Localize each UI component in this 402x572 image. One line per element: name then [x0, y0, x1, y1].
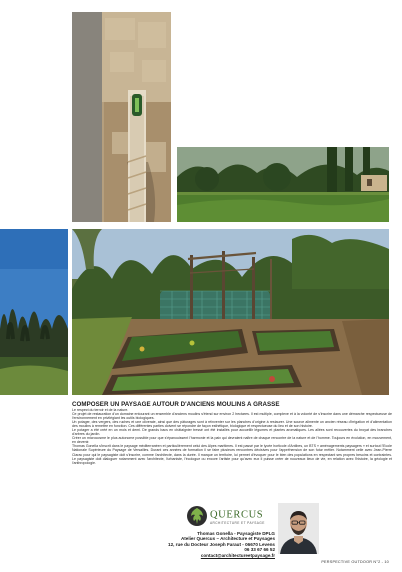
signature-phone: 06 33 67 66 52: [244, 547, 275, 553]
signature-name: Thomas Gonella - Paysagiste DPLG: [197, 531, 275, 536]
article-paragraph: Le potager a été créé en un mois et demi. De grands bacs en châtaignier tressé ont été installés pour accueillir légumes et plantes aromatiques. Les allées sont recouvertes du broyat des branches d'arbres du jardin.: [72, 428, 392, 437]
signature-company: Atelier Quercus – Architecture et Paysages: [180, 536, 275, 542]
photo-vegetable-garden: [72, 229, 389, 395]
article-paragraph: Thomas Gonella s'inscrit dans le paysage méditerranéen et particulièrement celui des Alpes maritimes. Il est passé par le lycée horticole d'Antibes, un BTS « aménagements paysagers » et surtout l'Ecole Nationale Supérieure du Paysage de Versailles. Durant ces années de formation il se faire plusieurs rencontres décisives pour l'appréhension de son futur métier. Notamment celle avec Jean-Pierre Clarac pour qui le paysagiste doit s'inscrire, comme l'architecte, dans la durée. Il marque un territoire, lui permet d'évoquer pour le bien des populations en respectant ses propres besoins et contraintes. Le paysagiste doit dialoguer notamment avec l'architecte, l'urbaniste, l'écologue ou encore l'artiste pour qu'avec eux il puisse créer de nouveaux lieux de vie, en relation avec l'histoire, la géologie et l'anthropologie.: [72, 444, 392, 465]
quercus-logo: [186, 505, 274, 527]
photo-cypress-trees: [0, 229, 68, 395]
article-body: [72, 408, 392, 465]
photo-garden-lawn: [177, 147, 389, 222]
article: [72, 401, 392, 465]
signature-address: 12, rue du Docteur Joseph Faraut - 06670 Levens: [168, 541, 275, 547]
page-folio: PERSPECTIVE OUTDOOR N°2 - 10: [321, 560, 389, 564]
article-paragraph: Ce projet de restauration d'un domaine entourant un ensemble d'anciens moulins s'étend sur environ 2 hectares. Il est multiple, complexe et à la volonté de s'inscrire dans une démarche respectueuse de l'environnement en privilégiant les outils biologiques.: [72, 412, 392, 421]
photo-stone-wall-pipe: [72, 12, 171, 222]
contact-signature: [150, 531, 275, 558]
portrait-photo: [278, 503, 319, 554]
logo-brand: QUERCUS: [210, 509, 264, 521]
article-paragraph: Un potager, des vergers, des ruches et une oliveraie, ainsi que des pâturages sont à réinventer sur les planches d'origine à restaurer. Une source alimente un ancien réseau d'irrigation et d'alimentation des moulins à remettre en fonction. Ces différentes parties doivent se répondre de façon esthétique, biologique et respectueuse du lieu et de son histoire.: [72, 420, 392, 429]
signature-email[interactable]: contact@architectureetpaysage.fr: [200, 552, 275, 558]
article-paragraph: Créer un microcosme le plus autonome possible pour que s'épanouissent l'harmonie et la paix qui devraient naître de chaque rencontre de la nature et de l'homme. Toujours en évolution, en mouvement, en devenir.: [72, 436, 392, 445]
article-title: COMPOSER UN PAYSAGE AUTOUR D'ANCIENS MOULINS A GRASSE: [72, 401, 280, 408]
logo-tagline: ARCHITECTURE ET PAYSAGE: [210, 521, 265, 525]
article-subtitle: Le respect du terroir et de la nature.: [72, 408, 129, 412]
